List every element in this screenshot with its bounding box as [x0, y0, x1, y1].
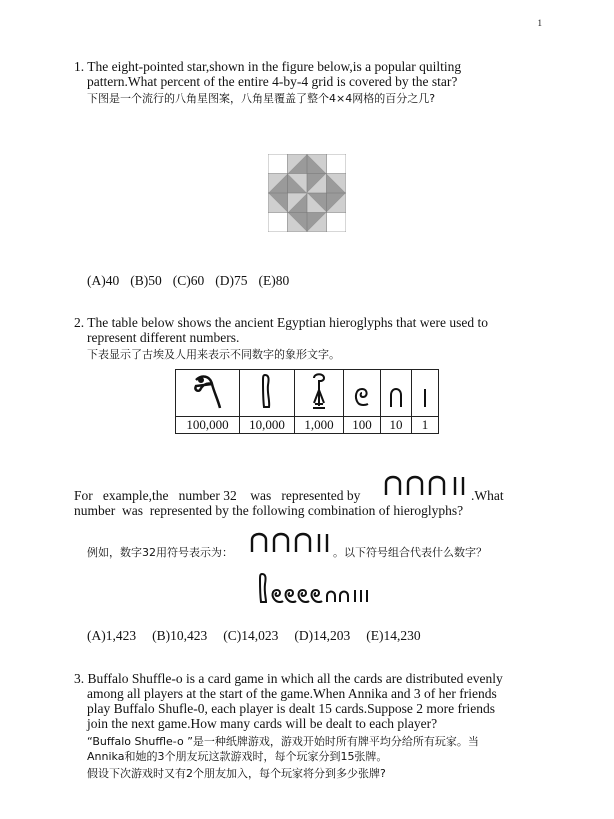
q3-text-zh-line2: Annika和她的3个朋友玩这款游戏时，每个玩家分到15张牌。	[87, 750, 388, 763]
q2-choice-c: (C)14,023	[223, 628, 279, 643]
value-100: 100	[344, 417, 381, 434]
stroke-glyph	[412, 370, 439, 417]
q3-text-line1: 3. Buffalo Shuffle-o is a card game in which all the cards are distributed evenly	[74, 671, 503, 686]
q2-example-text-a: For example,the number 32 was represented by	[74, 488, 361, 503]
q1-choice-e: (E)80	[258, 273, 290, 288]
value-10000: 10,000	[240, 417, 295, 434]
tadpole-glyph	[176, 370, 240, 417]
eight-pointed-star-figure	[268, 154, 346, 232]
q1-text-zh: 下图是一个流行的八角星图案，八角星覆盖了整个4×4网格的百分之几?	[87, 92, 436, 105]
heel-bone-glyph	[381, 370, 412, 417]
q3-text-zh-line3: 假设下次游戏时又有2个朋友加入，每个玩家将分到多少张牌?	[87, 767, 386, 780]
q1-choices	[87, 273, 300, 289]
q1-choice-d: (D)75	[215, 273, 248, 288]
q2-choice-e: (E)14,230	[366, 628, 421, 643]
q2-choices	[87, 628, 432, 644]
value-1000: 1,000	[295, 417, 344, 434]
q3-text-zh-line1: “Buffalo Shuffle-o ”是一种纸牌游戏，游戏开始时所有牌平均分给所有玩家。当	[87, 735, 479, 748]
hieroglyph-32-inline	[383, 473, 471, 497]
q2-text-line2: represent different numbers.	[87, 330, 240, 345]
q2-example-zh-a: 例如，数字32用符号表示为：	[87, 546, 233, 559]
q3-text-line2: among all players at the start of the game.When Annika and 3 of her friends	[87, 686, 497, 701]
hieroglyph-32-inline-zh	[249, 530, 333, 554]
hieroglyph-combination	[257, 572, 373, 604]
q2-choice-d: (D)14,203	[294, 628, 351, 643]
q1-text-line2: pattern.What percent of the entire 4-by-4 grid is covered by the star?	[87, 74, 458, 89]
q1-choice-a: (A)40	[87, 273, 120, 288]
q1-text-line1: 1. The eight-pointed star,shown in the figure below,is a popular quilting	[74, 59, 462, 74]
q2-choice-a: (A)1,423	[87, 628, 137, 643]
value-100000: 100,000	[176, 417, 240, 434]
q1-choice-b: (B)50	[130, 273, 162, 288]
page-number: 1	[537, 18, 542, 28]
rope-coil-glyph	[344, 370, 381, 417]
q2-text-zh: 下表显示了古埃及人用来表示不同数字的象形文字。	[87, 348, 340, 361]
q3-text-line3: play Buffalo Shufle-0, each player is dealt 15 cards.Suppose 2 more friends	[87, 701, 496, 716]
hieroglyph-table	[175, 369, 439, 434]
q3-text-line4: join the next game.How many cards will be dealt to each player?	[87, 716, 438, 731]
q2-choice-b: (B)10,423	[152, 628, 208, 643]
q2-example-zh-b: 。以下符号组合代表什么数字？	[333, 546, 487, 559]
q2-text-line1: 2. The table below shows the ancient Egyptian hieroglyphs that were used to	[74, 315, 489, 330]
value-10: 10	[381, 417, 412, 434]
finger-glyph	[240, 370, 295, 417]
q1-choice-c: (C)60	[172, 273, 205, 288]
q2-example-text-c: number was represented by the following combination of hieroglyphs?	[74, 503, 464, 518]
q2-example-text-b: .What	[471, 488, 504, 503]
lotus-glyph	[295, 370, 344, 417]
value-1: 1	[412, 417, 439, 434]
